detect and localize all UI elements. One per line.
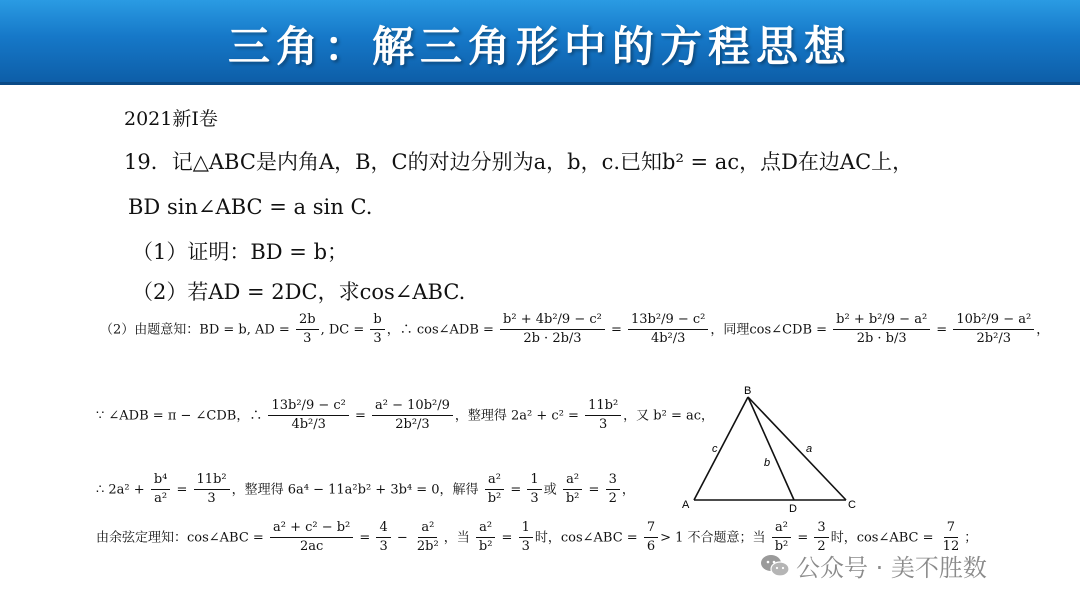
label-C: C	[848, 499, 856, 511]
side-a	[748, 397, 846, 500]
problem-stem-line2: BD sin∠ABC = a sin C.	[128, 195, 373, 219]
solution-line-1: （2）由题意知：BD = b, AD = $\frac{2b}{3}$ , DC = $\frac{b}{3}$ ，∴ cos∠ADB = $\frac{\text{b² + 4b²/9 − c²}}{2b \cdot 2b/3}$ = $\frac{\text{13b²/9 − c²}}{\text{4b²/3}}$ ，同理cos∠CDB = $\frac{\text{b² + b²/9 − a²}}{2b \cdot b/3}$ = $\frac{\text{10b²/9 − a²}}{\text{2b²/3}}$ ，	[100, 312, 1050, 347]
wechat-icon	[760, 553, 790, 585]
label-side-b: b	[764, 457, 771, 469]
label-A: A	[682, 499, 690, 511]
label-B: B	[744, 385, 752, 397]
problem-number: 19．	[124, 150, 172, 174]
solution-line-3: ∴ 2a² + $\frac{\text{b⁴}}{\text{a²}}$ = $\frac{\text{11b²}}{3}$ ，整理得 6a⁴ − 11a²b² + 3b⁴ = 0，解得 $\frac{\text{a²}}{\text{b²}}$ = $\frac{1}{3}$ 或 $\frac{\text{a²}}{\text{b²}}$ = $\frac{3}{2}$ ，	[96, 472, 635, 507]
segment-bd	[748, 397, 794, 500]
label-side-c: c	[712, 443, 718, 455]
problem-stem-line1	[124, 146, 913, 176]
page-title: 三角：解三角形中的方程思想	[227, 22, 852, 71]
watermark-text: 公众号 · 美不胜数	[796, 554, 987, 582]
exam-source: 2021新Ⅰ卷	[124, 108, 218, 130]
problem-stem-text: 记△ABC是内角A，B，C的对边分别为a，b，c.已知b² = ac，点D在边AC上，	[171, 150, 914, 174]
triangle-figure	[676, 382, 866, 514]
solution-line-2: ∵ ∠ADB = π − ∠CDB，∴ $\frac{\text{13b²/9 − c²}}{\text{4b²/3}}$ = $\frac{\text{a² − 10b²/9}}{\text{2b²/3}}$ ，整理得 2a² + c² = $\frac{\text{11b²}}{3}$ ，又 b² = ac，	[96, 398, 715, 433]
problem-part-2: （2）若AD = 2DC，求cos∠ABC.	[132, 280, 466, 304]
label-side-a: a	[806, 443, 813, 455]
solution-line-4: 由余弦定理知：cos∠ABC = $\frac{\text{a² + c² − b²}}{2ac}$ = $\frac{4}{3}$ − $\frac{\text{a²}}{\text{2b²}}$ ，当 $\frac{\text{a²}}{\text{b²}}$ = $\frac{1}{3}$ 时，cos∠ABC = $\frac{7}{6}$ > 1 不合题意；当 $\frac{\text{a²}}{\text{b²}}$ = $\frac{3}{2}$ 时，cos∠ABC = $\frac{7}{12}$ ；	[96, 520, 978, 555]
side-c	[694, 397, 748, 500]
watermark	[760, 548, 987, 585]
title-banner	[0, 0, 1080, 85]
problem-part-1: （1）证明：BD = b；	[132, 240, 349, 264]
label-D: D	[789, 503, 797, 514]
